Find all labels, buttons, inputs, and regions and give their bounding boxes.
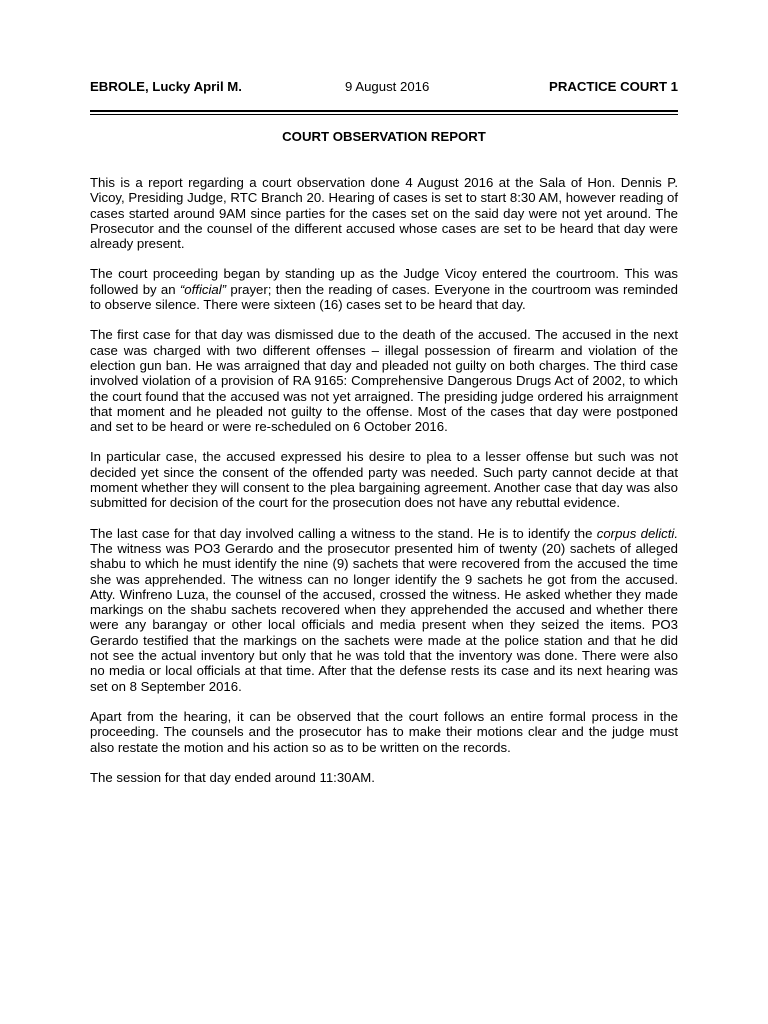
paragraph-plea-bargaining: In particular case, the accused expressed his desire to plea to a lesser offense but such was not decided yet since the consent of the offended party was needed. Such party cannot decide at that moment whether they will consent to the plea bargaining agreement. Another case that day was also submitted for decision of the court for the prosecution does not have any rebuttal evidence. [90, 449, 678, 511]
paragraph-text: prayer; then the reading of cases. Everyone in the courtroom was reminded to observe silence. There were sixteen (16) cases set to be heard that day. [90, 281, 678, 313]
document-header [90, 79, 678, 97]
paragraph-text: The witness was PO3 Gerardo and the prosecutor presented him of twenty (20) sachets of alleged shabu to which he must identify the nine (9) sachets that were recovered from the accused the time she was apprehended. The witness can no longer identify the 9 sachets he got from the accused. Atty. Winfreno Luza, the counsel of the accused, crossed the witness. He asked whether they made markings on the shabu sachets recovered when they apprehended the accused and whether there were any barangay or other local officials and media present when they seized the items. PO3 Gerardo testified that the markings on the sachets were made at the police station and that he did not see the actual inventory but only that he was told that the inventory was done. There were also no media or local officials at that time. After that the defense rests its case and its next hearing was set on 8 September 2016. [90, 540, 678, 694]
report-date: 9 August 2016 [345, 79, 430, 94]
report-title: COURT OBSERVATION REPORT [282, 129, 486, 144]
paragraph-text: The last case for that day involved calling a witness to the stand. He is to identify the [90, 525, 597, 541]
paragraph-proceeding-start [90, 266, 678, 312]
course-name: PRACTICE COURT 1 [549, 79, 678, 94]
emphasis-corpus-delicti: corpus delicti. [596, 525, 678, 541]
paragraph-introduction: This is a report regarding a court observation done 4 August 2016 at the Sala of Hon. Dennis P. Vicoy, Presiding Judge, RTC Branch 20. Hearing of cases is set to start 8:30 AM, however reading of cases started around 9AM since parties for the cases set on the said day were not yet around. The Prosecutor and the counsel of the different accused whose cases are set to be heard that day were already present. [90, 175, 678, 252]
header-divider-thick [90, 110, 678, 112]
paragraph-text: The court proceeding began by standing up as the Judge Vicoy entered the courtroom. This was followed by an [90, 266, 678, 297]
author-name: EBROLE, Lucky April M. [90, 79, 242, 94]
report-body [90, 175, 678, 800]
emphasis-official: “official” [179, 281, 227, 297]
paragraph-conclusion: The session for that day ended around 11:30AM. [90, 769, 375, 785]
paragraph-cases: The first case for that day was dismissed due to the death of the accused. The accused in the next case was charged with two different offenses – illegal possession of firearm and violation of the election gun ban. He was arraigned that day and pleaded not guilty on both charges. The third case involved violation of a provision of RA 9165: Comprehensive Dangerous Drugs Act of 2002, to which the court found that the accused was not yet arraigned. The presiding judge ordered his arraignment that moment and he pleaded not guilty to the offense. Most of the cases that day were postponed and set to be heard or were re-scheduled on 6 October 2016. [90, 327, 678, 435]
paragraph-witness [90, 526, 678, 694]
header-divider-thin [90, 114, 678, 115]
paragraph-observation: Apart from the hearing, it can be observed that the court follows an entire formal process in the proceeding. The counsels and the prosecutor has to make their motions clear and the judge must also restate the motion and his action so as to be written on the records. [90, 708, 678, 755]
